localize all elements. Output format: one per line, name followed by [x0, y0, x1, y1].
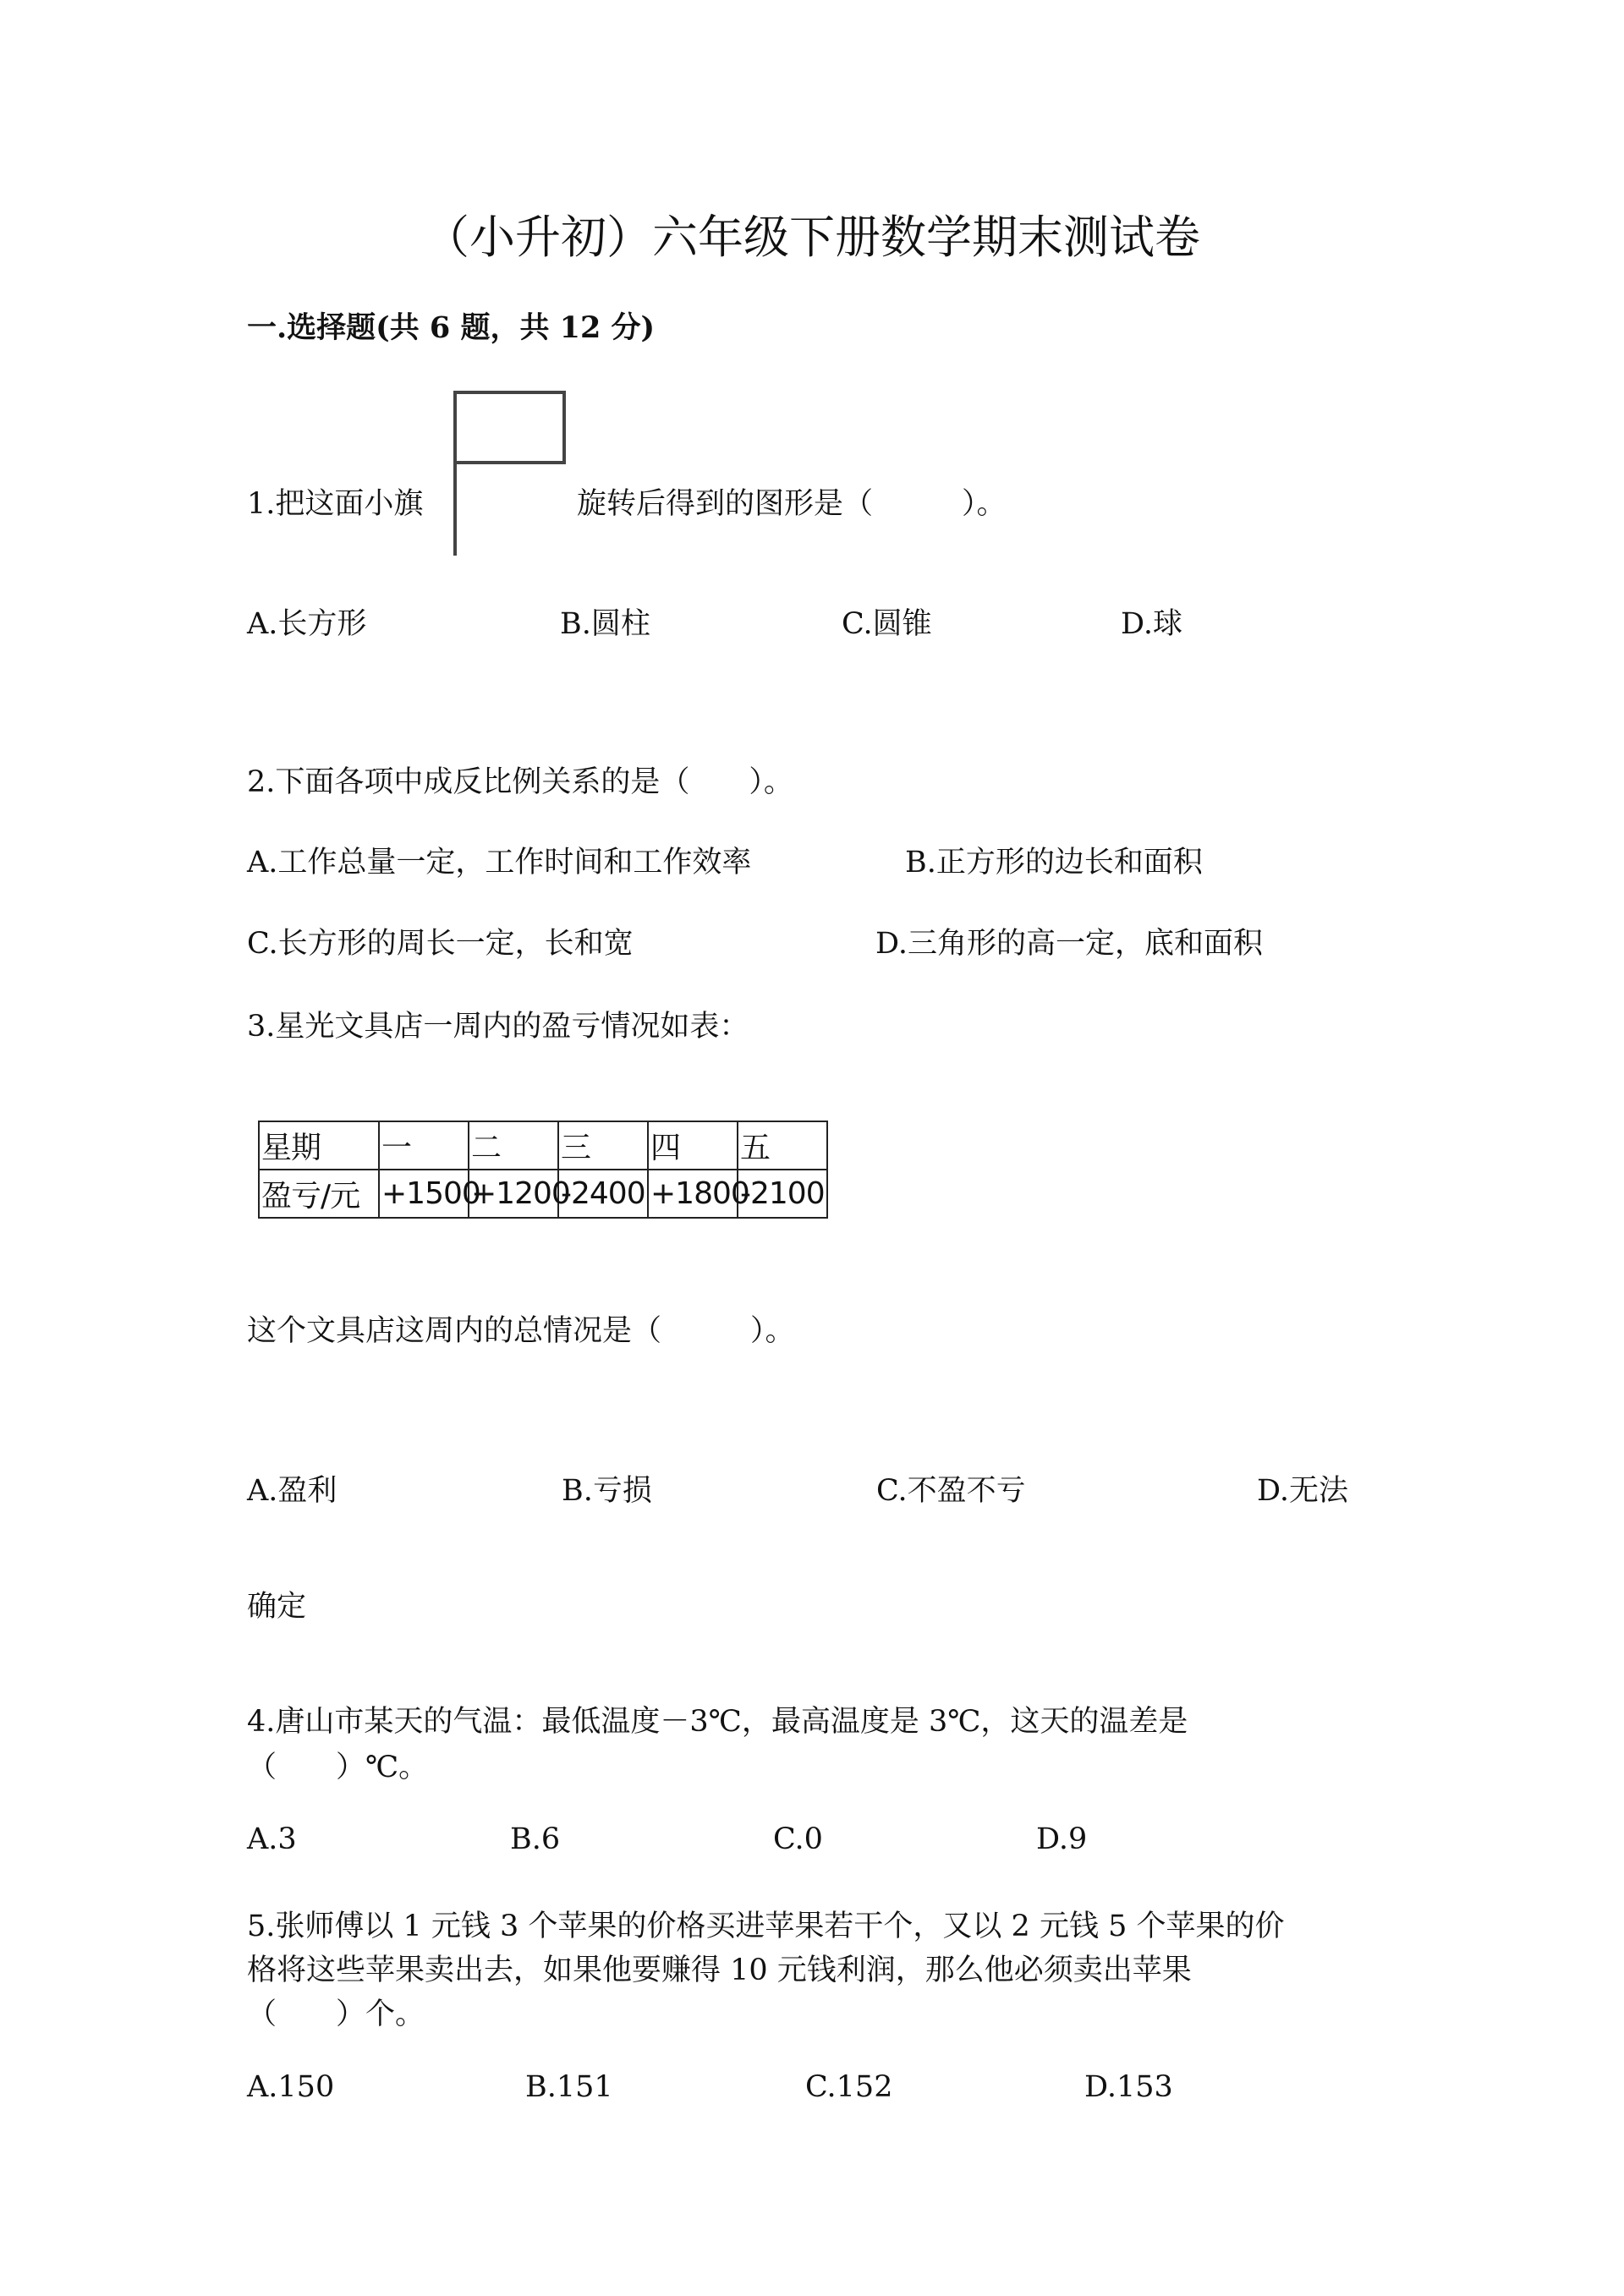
- q2-option-c: C.长方形的周长一定，长和宽: [247, 927, 634, 961]
- section-heading: 一.选择题(共 6 题，共 12 分): [247, 310, 656, 345]
- q4-option-d: D.9: [1036, 1822, 1088, 1856]
- q4-option-a: A.3: [247, 1822, 297, 1856]
- q5-option-a: A.150: [247, 2070, 335, 2104]
- q1-option-a: A.长方形: [247, 607, 367, 641]
- table-cell: +1200: [469, 1170, 558, 1218]
- table-cell: +1500: [379, 1170, 469, 1218]
- table-cell: 一: [379, 1121, 469, 1170]
- table-cell: 二: [469, 1121, 558, 1170]
- q3-option-c: C.不盈不亏: [876, 1474, 1026, 1508]
- q5-stem-line3: （ ）个。: [247, 1997, 425, 2031]
- profit-table: [258, 1121, 828, 1219]
- q3-stem2: 这个文具店这周内的总情况是（ ）。: [247, 1314, 795, 1348]
- q2-option-d: D.三角形的高一定，底和面积: [875, 927, 1263, 961]
- table-cell: -2100: [738, 1170, 827, 1218]
- q4-option-b: B.6: [510, 1822, 561, 1856]
- q5-stem-line1: 5.张师傅以 1 元钱 3 个苹果的价格买进苹果若干个，又以 2 元钱 5 个苹果的价: [247, 1910, 1285, 1943]
- q1-option-d: D.球: [1121, 607, 1182, 641]
- q4-stem-line1: 4.唐山市某天的气温：最低温度－3℃，最高温度是 3℃，这天的温差是: [247, 1705, 1188, 1739]
- table-cell: 五: [738, 1121, 827, 1170]
- q1-option-b: B.圆柱: [560, 607, 650, 641]
- q3-option-d: D.无法: [1257, 1474, 1348, 1508]
- table-row: [259, 1121, 827, 1170]
- q4-stem-line2: （ ）℃。: [247, 1751, 429, 1784]
- flag-pole: [453, 391, 457, 556]
- q2-stem: 2.下面各项中成反比例关系的是（ ）。: [247, 765, 793, 799]
- q1-stem-before: 1.把这面小旗: [247, 487, 424, 521]
- table-cell: 星期: [259, 1121, 379, 1170]
- q5-stem-line2: 格将这些苹果卖出去，如果他要赚得 10 元钱利润，那么他必须卖出苹果: [247, 1954, 1192, 1987]
- table-cell: -2400: [558, 1170, 648, 1218]
- q3-option-b: B.亏损: [562, 1474, 652, 1508]
- table-row: [259, 1170, 827, 1218]
- table-cell: 三: [558, 1121, 648, 1170]
- q5-option-c: C.152: [805, 2070, 893, 2104]
- q1-stem-after: 旋转后得到的图形是（ ）。: [577, 487, 1007, 521]
- q3-option-d-wrap: 确定: [247, 1590, 307, 1624]
- table-cell: 盈亏/元: [259, 1170, 379, 1218]
- q5-option-d: D.153: [1084, 2070, 1173, 2104]
- q2-option-a: A.工作总量一定，工作时间和工作效率: [247, 846, 752, 879]
- table-cell: +1800: [648, 1170, 738, 1218]
- flag-cloth: [453, 391, 566, 464]
- q5-option-b: B.151: [525, 2070, 613, 2104]
- q1-option-c: C.圆锥: [842, 607, 932, 641]
- table-cell: 四: [648, 1121, 738, 1170]
- q3-stem: 3.星光文具店一周内的盈亏情况如表：: [247, 1010, 749, 1044]
- q2-option-b: B.正方形的边长和面积: [905, 846, 1203, 879]
- q3-option-a: A.盈利: [247, 1474, 337, 1508]
- q4-option-c: C.0: [773, 1822, 823, 1856]
- page-title: （小升初）六年级下册数学期末测试卷: [424, 211, 1200, 264]
